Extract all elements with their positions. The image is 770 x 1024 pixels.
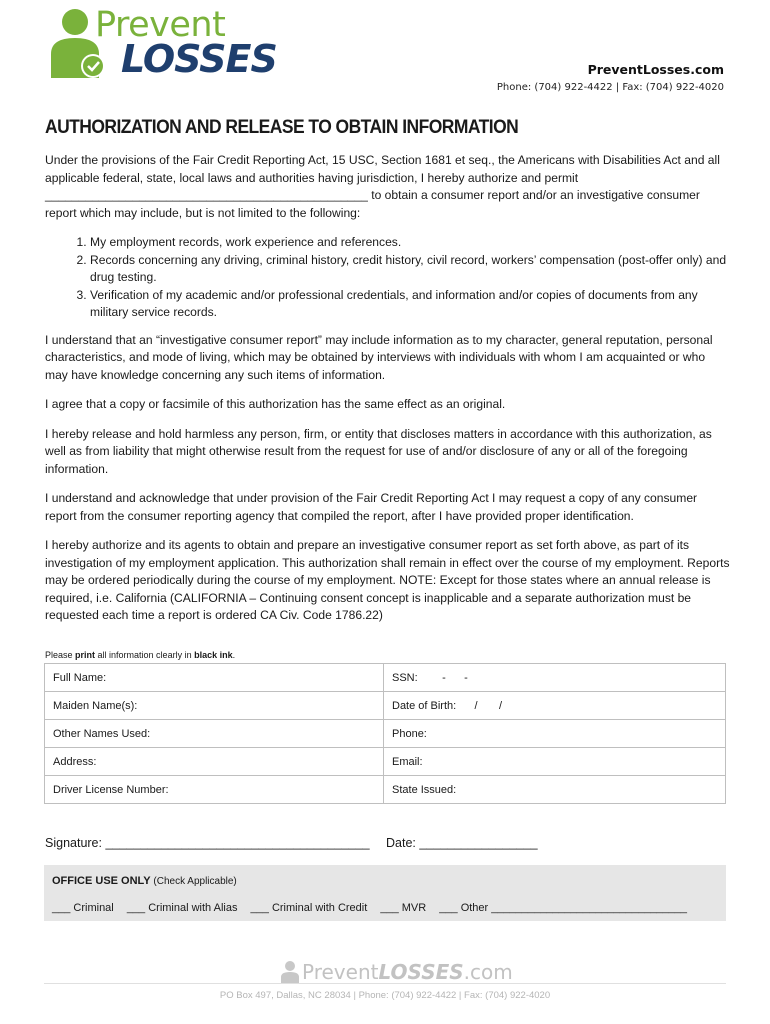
table-row <box>45 776 726 804</box>
print-note-bold: black ink <box>194 650 233 660</box>
office-use-heading: OFFICE USE ONLY <box>52 875 151 887</box>
office-use-options <box>52 902 697 914</box>
paragraph-investigative-report: I understand that an “investigative consumer report” may include information as to my character, general reputation, personal characteristics, and mode of living, which may be obtained by interviews with individuals with whom I am acquainted or who may have knowledge concerning any such items of information. <box>45 332 713 382</box>
print-note-text: all information clearly in <box>95 650 195 660</box>
logo-word-losses: LOSSES <box>121 37 277 81</box>
date-line[interactable]: Date: _________________ <box>386 836 538 850</box>
person-icon <box>280 960 302 984</box>
list-item: 2. Records concerning any driving, criminal history, credit history, civil record, workers’ compensation (post-offer only) and drug testing. <box>90 252 730 287</box>
option-criminal-credit[interactable]: ___ Criminal with Credit <box>250 902 368 914</box>
table-row <box>45 692 726 720</box>
signature-line[interactable]: Signature: ______________________________________ <box>45 836 370 850</box>
phone-field[interactable]: Phone: <box>384 720 726 748</box>
authorization-list <box>45 234 730 322</box>
office-use-note: (Check Applicable) <box>150 876 237 887</box>
footer-address: PO Box 497, Dallas, NC 28034 | Phone: (704) 922-4422 | Fax: (704) 922-4020 <box>219 990 551 1001</box>
document-title: AUTHORIZATION AND RELEASE TO OBTAIN INFORMATION <box>45 117 519 138</box>
paragraph-fcra-copy: I understand and acknowledge that under provision of the Fair Credit Reporting Act I may request a copy of any consumer report from the consumer reporting agency that compiled the report, after I have provided proper identification. <box>45 491 698 523</box>
option-criminal-alias[interactable]: ___ Criminal with Alias <box>126 902 238 914</box>
print-note-text: . <box>232 650 236 660</box>
header-contact: Phone: (704) 922-4422 | Fax: (704) 922-4020 <box>496 82 724 93</box>
paragraph-authorize-agents: I hereby authorize and its agents to obtain and prepare an investigative consumer report as set forth above, as part of its investigation of my employment application. This authorization shall remain in effect over the course of my employment. Reports may be ordered periodically during the course of my employment. NOTE: Except for those states where an annual release is required, i.e. California (CALIFORNIA – Continuing consent concept is inapplicable and a separate authorization must be requested each time a report is ordered CA Civ. Code 1786.22) <box>45 538 730 622</box>
option-criminal[interactable]: ___ Criminal <box>52 902 114 914</box>
email-field[interactable]: Email: <box>384 748 726 776</box>
paragraph-release: I hereby release and hold harmless any person, firm, or entity that discloses matters in accordance with this authorization, as well as from liability that might otherwise result from the request for use of and/or disclosure of any or all of the foregoing information. <box>45 426 712 476</box>
other-names-field[interactable]: Other Names Used: <box>45 720 384 748</box>
address-field[interactable]: Address: <box>45 748 384 776</box>
footer-divider <box>44 983 726 984</box>
print-note-text: Please <box>45 650 76 660</box>
date-of-birth-field[interactable]: Date of Birth: / / <box>384 692 726 720</box>
page-header <box>0 0 770 105</box>
office-use-title <box>52 875 237 887</box>
site-name: PreventLosses.com <box>587 62 724 77</box>
footer-logo-prevent: Prevent <box>302 960 379 984</box>
applicant-info-table <box>44 663 726 804</box>
table-row <box>45 748 726 776</box>
footer-logo-losses: LOSSES <box>378 960 464 984</box>
document-body <box>45 152 730 637</box>
office-use-box <box>44 865 726 921</box>
list-item: 1. My employment records, work experience and references. <box>90 234 730 252</box>
intro-paragraph: Under the provisions of the Fair Credit Reporting Act, 15 USC, Section 1681 et seq., the Americans with Disabilities Act and all applicable federal, state, local laws and authorities having jurisdiction, I hereby authorize and permit ________________________________________________ to obtain a consumer report and/or an investigative consumer report which may include, but is not limited to the following: <box>45 153 720 220</box>
print-instruction <box>45 650 235 660</box>
print-note-bold: print <box>75 650 96 660</box>
logo-word-prevent: Prevent <box>95 5 226 45</box>
paragraph-copy-facsimile: I agree that a copy or facsimile of this authorization has the same effect as an original. <box>45 397 506 411</box>
table-row <box>45 664 726 692</box>
option-mvr[interactable]: ___ MVR <box>380 902 427 914</box>
full-name-field[interactable]: Full Name: <box>45 664 384 692</box>
list-item: 3. Verification of my academic and/or professional credentials, and information and/or copies of documents from any military service records. <box>90 287 730 322</box>
ssn-field[interactable]: SSN: - - <box>384 664 726 692</box>
footer-logo-domain: .com <box>463 960 513 984</box>
driver-license-field[interactable]: Driver License Number: <box>45 776 384 804</box>
prevent-losses-logo <box>45 6 285 80</box>
table-row <box>45 720 726 748</box>
maiden-name-field[interactable]: Maiden Name(s): <box>45 692 384 720</box>
state-issued-field[interactable]: State Issued: <box>384 776 726 804</box>
option-other[interactable]: ___ Other ________________________________ <box>439 902 688 914</box>
